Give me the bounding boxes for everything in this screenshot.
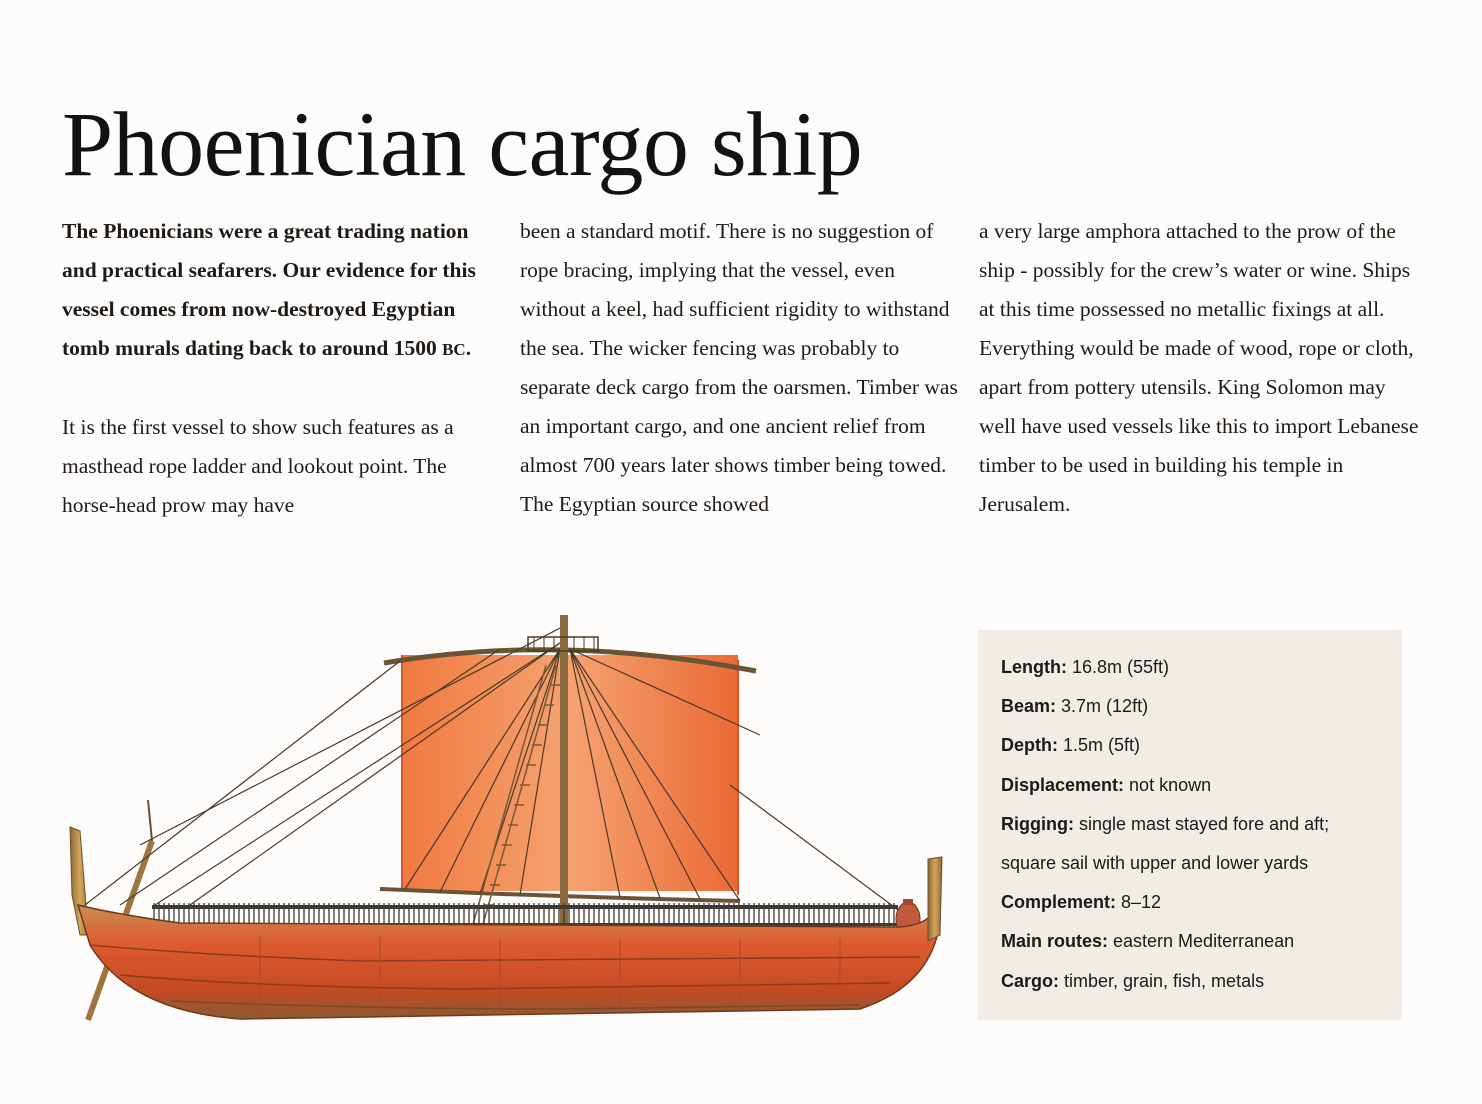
- spec-key: Main routes:: [1001, 931, 1109, 952]
- spec-value: timber, grain, fish, metals: [1059, 970, 1265, 991]
- spec-value: 3.7m (12ft): [1056, 696, 1149, 717]
- text-column-3: [979, 212, 1419, 524]
- spec-row-depth: [1001, 726, 1402, 765]
- spec-value: single mast stayed fore and aft;: [1073, 813, 1330, 834]
- spec-key: Cargo:: [1001, 970, 1059, 991]
- spec-value: not known: [1124, 774, 1212, 795]
- spec-row-beam: [1001, 687, 1402, 726]
- prow-post: [928, 857, 942, 941]
- sail: [402, 655, 738, 895]
- text-column-2: [520, 212, 960, 524]
- spec-row-cargo: [1001, 962, 1402, 1001]
- text-column-1: [62, 212, 492, 525]
- spec-value: eastern Mediterranean: [1108, 931, 1295, 952]
- intro-end: .: [465, 336, 472, 360]
- spec-key: Depth:: [1001, 735, 1058, 756]
- intro-text: The Phoenicians were a great trading nation and practical seafarers. Our evidence for this vessel comes from now-destroyed Egyptian tomb murals dating back to around 1500: [62, 219, 476, 360]
- spec-row-displacement: [1001, 766, 1402, 805]
- spec-value: 1.5m (5ft): [1058, 735, 1141, 756]
- spec-key: Complement:: [1001, 892, 1117, 913]
- spec-value: 16.8m (55ft): [1066, 657, 1170, 677]
- spec-row-rigging: [1001, 805, 1402, 844]
- spec-key: Displacement:: [1001, 774, 1125, 795]
- spec-row-length: [1001, 648, 1402, 687]
- specifications-panel: [978, 630, 1402, 1020]
- body-paragraph-3: a very large amphora attached to the prow of the ship - possibly for the crew’s water or wine. Ships at this time possessed no metallic fixings at all. Everything would be made of wood, rope or cloth, apart from pottery utensils. King Solomon may well have used vessels like this to import Lebanese timber to be used in building his temple in Jerusalem.: [979, 219, 1419, 516]
- spec-value: 8–12: [1116, 892, 1162, 913]
- spec-value: square sail with upper and lower yards: [1001, 853, 1309, 874]
- page-title: Phoenician cargo ship: [62, 93, 863, 195]
- spec-row-complement: [1001, 883, 1402, 922]
- body-paragraph-2: been a standard motif. There is no suggestion of rope bracing, implying that the vessel, even without a keel, had sufficient rigidity to withstand the sea. The wicker fencing was probably to separate deck cargo from the oarsmen. Timber was an important cargo, and one ancient relief from almost 700 years later shows timber being towed. The Egyptian source showed: [520, 219, 958, 516]
- ship-illustration: [60, 605, 960, 1035]
- spec-key: Beam:: [1001, 696, 1057, 717]
- intro-paragraph: [62, 212, 492, 369]
- spec-row-rigging-cont: [1001, 844, 1402, 883]
- intro-era: BC: [442, 340, 466, 359]
- spec-key: Rigging:: [1001, 813, 1074, 834]
- spec-key: Length:: [1001, 657, 1067, 677]
- spec-row-routes: [1001, 922, 1402, 961]
- body-paragraph-1: It is the first vessel to show such features as a masthead rope ladder and lookout point. The horse-head prow may have: [62, 415, 454, 517]
